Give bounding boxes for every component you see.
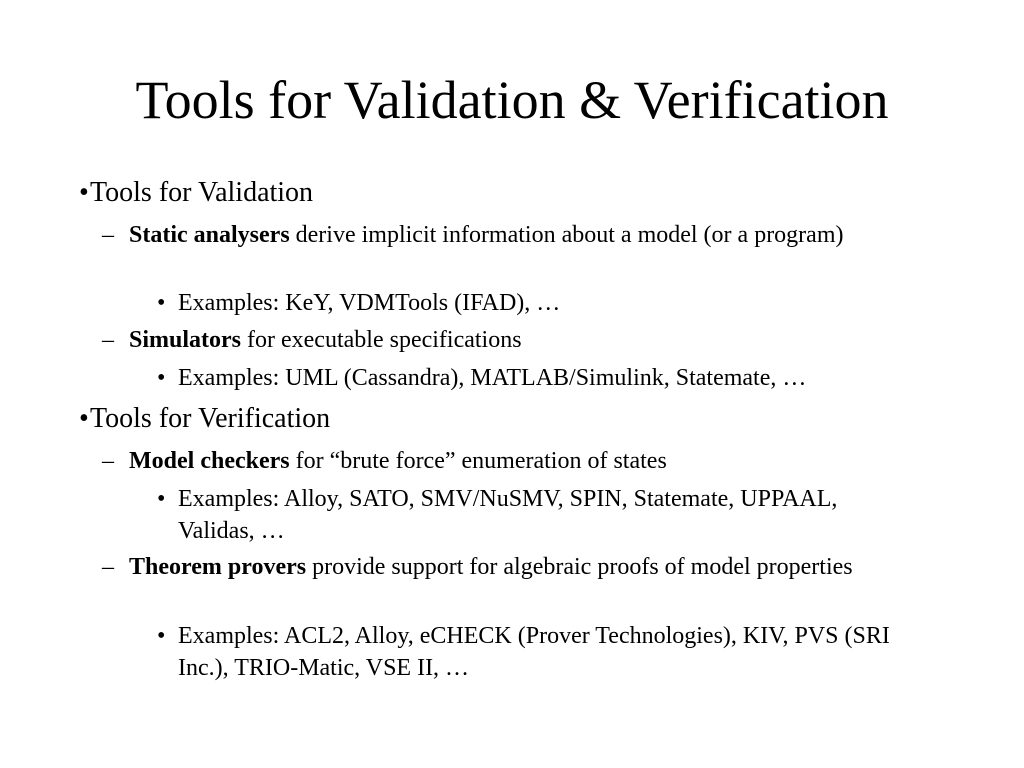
sub-bullet-marker: •	[157, 365, 166, 391]
subitem-text	[129, 551, 902, 583]
dash-marker: –	[102, 448, 114, 474]
subitem-model-checkers	[102, 445, 902, 477]
subitem-term: Static analysers	[129, 222, 290, 248]
slide-title: Tools for Validation & Verification	[135, 70, 889, 130]
example-theorem-provers	[157, 620, 902, 684]
bullet-tools-for-verification	[79, 403, 330, 435]
subitem-theorem-provers	[102, 551, 902, 583]
bullet-marker: •	[79, 177, 89, 208]
subitem-simulators	[102, 324, 902, 356]
sub-bullet-marker: •	[157, 486, 166, 512]
subitem-description: for executable specifications	[241, 327, 522, 353]
example-text: Examples: ACL2, Alloy, eCHECK (Prover Technologies), KIV, PVS (SRI Inc.), TRIO-Matic, VSE II, …	[178, 623, 890, 681]
subitem-description: for “brute force” enumeration of states	[289, 448, 667, 474]
dash-marker: –	[102, 554, 114, 580]
subitem-text	[129, 219, 902, 251]
example-static-analysers	[157, 287, 917, 319]
subitem-description: derive implicit information about a model (or a program)	[289, 222, 844, 248]
bullet-tools-for-validation	[79, 177, 313, 209]
bullet-label: Tools for Verification	[90, 403, 331, 434]
sub-bullet-marker: •	[157, 290, 166, 316]
subitem-term: Simulators	[129, 327, 242, 353]
subitem-text	[129, 445, 902, 477]
sub-bullet-marker: •	[157, 623, 166, 649]
bullet-marker: •	[79, 403, 89, 434]
bullet-label: Tools for Validation	[90, 177, 314, 208]
example-text: Examples: UML (Cassandra), MATLAB/Simulink, Statemate, …	[178, 365, 807, 391]
subitem-term: Theorem provers	[129, 554, 307, 580]
example-text: Examples: Alloy, SATO, SMV/NuSMV, SPIN, Statemate, UPPAAL, Validas, …	[178, 486, 838, 544]
subitem-term: Model checkers	[129, 448, 290, 474]
subitem-static-analysers	[102, 219, 902, 251]
subitem-text	[129, 324, 902, 356]
subitem-description: provide support for algebraic proofs of model properties	[306, 554, 853, 580]
dash-marker: –	[102, 327, 114, 353]
example-simulators	[157, 362, 917, 394]
example-text: Examples: KeY, VDMTools (IFAD), …	[178, 290, 561, 316]
example-model-checkers	[157, 483, 857, 547]
dash-marker: –	[102, 222, 114, 248]
